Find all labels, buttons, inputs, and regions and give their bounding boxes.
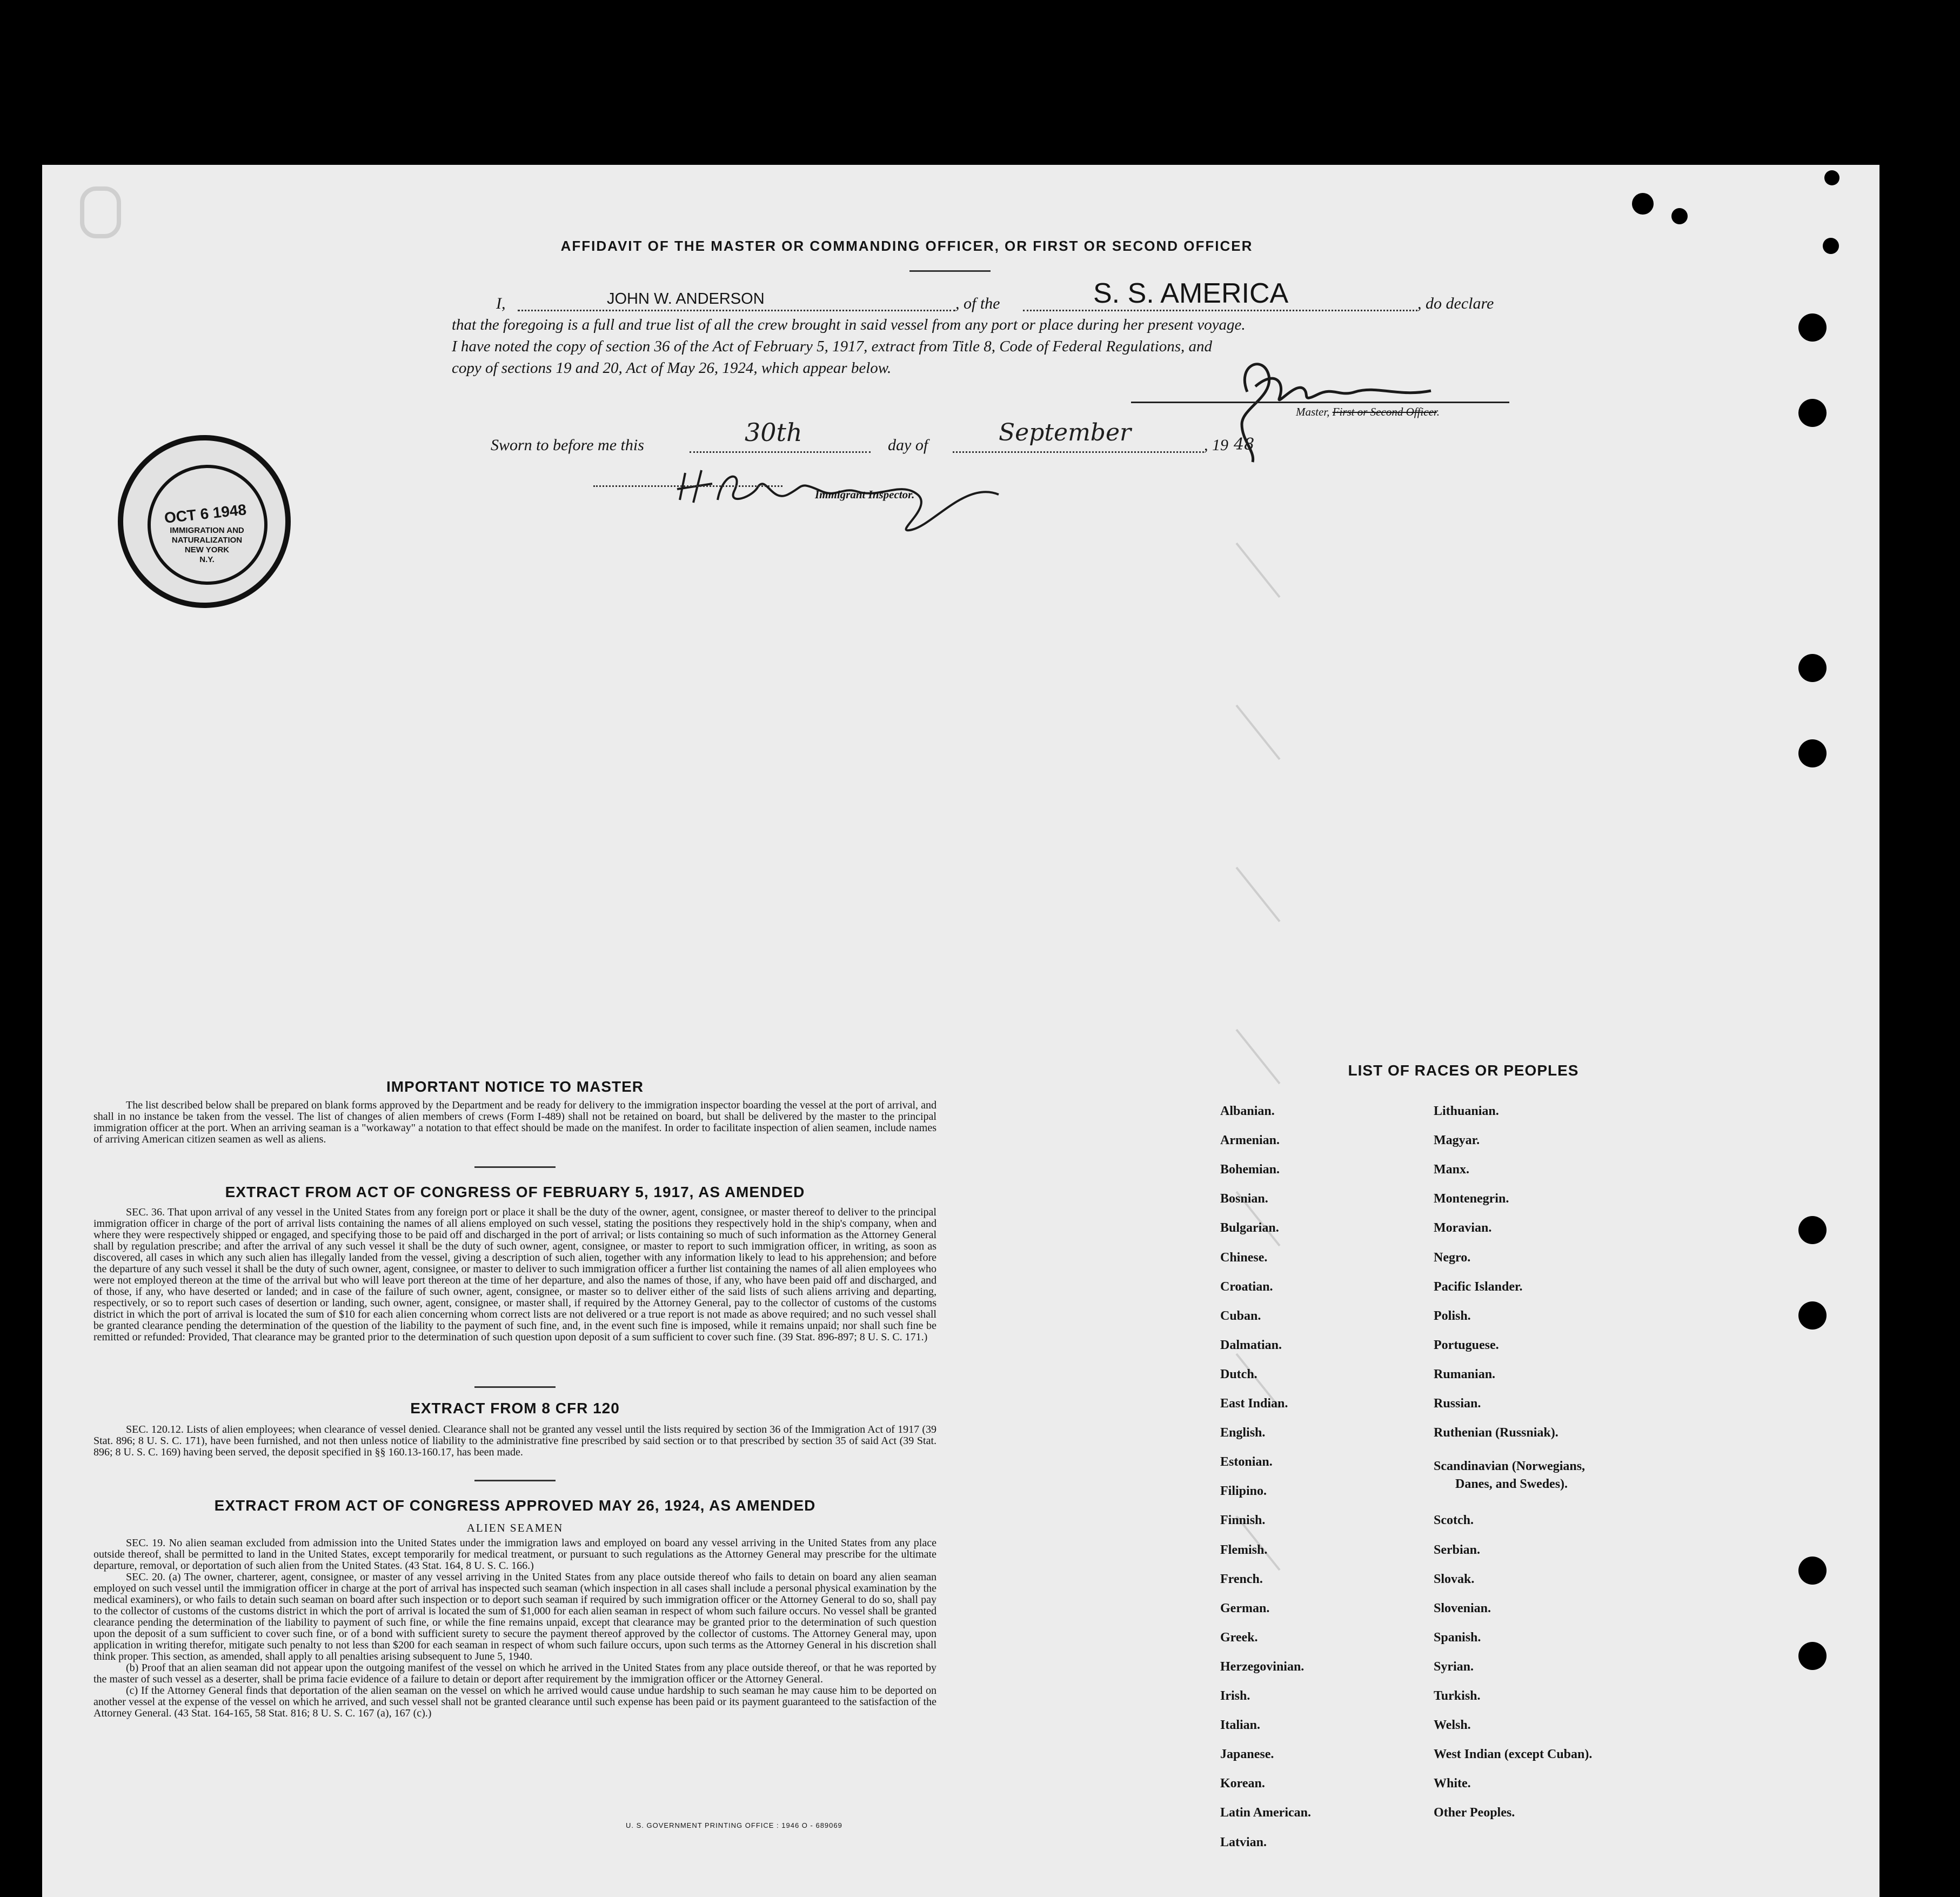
- master-caption-struck: First or Second Officer: [1332, 405, 1437, 418]
- race-item: Dalmatian.: [1220, 1338, 1282, 1352]
- title-rule: [909, 270, 991, 272]
- sworn-month: September: [999, 419, 1132, 446]
- race-item: Syrian.: [1434, 1659, 1474, 1674]
- race-item: Bosnian.: [1220, 1192, 1268, 1206]
- vessel-name: S. S. AMERICA: [1093, 278, 1289, 309]
- race-item: Moravian.: [1434, 1221, 1492, 1235]
- notice-body: The list described below shall be prepared on blank forms approved by the Department and be ready for delivery to the immigration inspector boarding the vessel at the port of arrival, and shall in no instance be taken from the vessel. The list of changes of alien members of crews (Form I-489) shall not be retained on board, but shall be delivered by the master to the principal immigration officer at the port. When an arriving seaman is a "workaway" a notation to that effect should be made on the manifest. In order to facilitate inspection of alien seamen, include names of arriving American citizen seamen as well as aliens.: [93, 1099, 936, 1145]
- sworn-day: 30th: [745, 418, 802, 447]
- punch-hole: [1798, 1557, 1827, 1585]
- race-item: West Indian (except Cuban).: [1434, 1747, 1593, 1762]
- punch-hole: [1798, 313, 1827, 342]
- stamp-line-1: IMMIGRATION AND: [170, 526, 244, 535]
- affidavit-title: AFFIDAVIT OF THE MASTER OR COMMANDING OFFICER, OR FIRST OR SECOND OFFICER: [560, 238, 1253, 254]
- race-item: Pacific Islander.: [1434, 1279, 1523, 1294]
- race-item: Scandinavian (Norwegians,: [1434, 1459, 1586, 1474]
- race-item: Herzegovinian.: [1220, 1659, 1305, 1674]
- race-item: Scotch.: [1434, 1513, 1474, 1528]
- notice-rule: [474, 1166, 556, 1168]
- affidavit-line-3: I have noted the copy of section 36 of the Act of February 5, 1917, extract from Title 8, Code of Federal Regulations, and: [452, 338, 1213, 355]
- race-item: East Indian.: [1220, 1397, 1288, 1411]
- day-of-text: day of: [888, 436, 928, 454]
- punch-hole: [1798, 1216, 1827, 1244]
- race-item: Russian.: [1434, 1397, 1481, 1411]
- race-item: Spanish.: [1434, 1630, 1481, 1645]
- race-item: Chinese.: [1220, 1250, 1268, 1265]
- race-item: Latin American.: [1220, 1806, 1311, 1820]
- punch-hole: [1798, 654, 1827, 682]
- race-item: Welsh.: [1434, 1718, 1471, 1733]
- race-item: Finnish.: [1220, 1513, 1266, 1528]
- of-the-text: , of the: [955, 295, 1000, 312]
- stamp-line-4: N.Y.: [199, 555, 215, 564]
- extract-1924-title: EXTRACT FROM ACT OF CONGRESS APPROVED MAY 26, 1924, AS AMENDED: [214, 1497, 816, 1514]
- officer-name-line: [518, 310, 955, 311]
- race-item: Portuguese.: [1434, 1338, 1499, 1352]
- race-item: Latvian.: [1220, 1835, 1267, 1849]
- race-item: Armenian.: [1220, 1133, 1280, 1148]
- race-item: Polish.: [1434, 1308, 1471, 1323]
- printer-line: U. S. GOVERNMENT PRINTING OFFICE : 1946 O - 689069: [626, 1821, 842, 1829]
- race-item: Negro.: [1434, 1250, 1471, 1265]
- race-item: Magyar.: [1434, 1133, 1480, 1148]
- race-item: Slovenian.: [1434, 1601, 1491, 1615]
- affidavit-line-4: copy of sections 19 and 20, Act of May 26, 1924, which appear below.: [452, 359, 892, 377]
- punch-hole: [1671, 208, 1688, 224]
- punch-hole: [1798, 1642, 1827, 1670]
- extract-1917-body: SEC. 36. That upon arrival of any vessel in the United States from any foreign port or place it shall be the duty of the owner, agent, consignee, or master thereof to deliver to the principal immigration officer in charge of the port of arrival lists containing the names of all aliens employed on such vessel, stating the positions they respectively hold in the ship's company, when and where they were respectively shipped or engaged, and specifying those to be paid off and discharged in the port of arrival; or lists containing so much of such information as the Attorney General shall by regulation prescribe; and after the arrival of any such vessel it shall be the duty of such owner, agent, consignee, or master to report to such immigration officer, in writing, as soon as discovered, all cases in which any such alien has illegally landed from the vessel, giving a description of such alien, together with any information likely to lead to his apprehension; and before the departure of any such vessel it shall be the duty of such owner, agent, consignee, or master to deliver to such immigration officer a further list containing the names of all alien employees who were not employed thereon at the time of the arrival but who will leave port thereon at the time of her departure, and also the names of those, if any, who have been paid off and discharged, and of those, if any, who have deserted or landed; and in case of the failure of such owner, agent, consignee, or master so to deliver either of the said lists of such aliens arriving and departing, respectively, or so to report such cases of desertion or landing, such owner, agent, consignee, or master shall, if required by the Attorney General, pay to the collector of customs of the customs district in which the port of arrival is located the sum of $10 for each alien concerning whom correct lists are not delivered or a true report is not made as above required; and no such vessel shall be granted clearance pending the determination of the question of the liability to the payment of such fine, and, in the event such fine is imposed, while it remains unpaid; nor shall such fine be remitted or refunded: Provided, That clearance may be granted prior to the determination of such question upon deposit of a sum sufficient to cover such fine. (39 Stat. 896-897; 8 U. S. C. 171.): [93, 1206, 936, 1343]
- do-declare-text: , do declare: [1417, 295, 1494, 312]
- punch-hole: [1632, 193, 1654, 215]
- race-item: Albanian.: [1220, 1104, 1275, 1118]
- extract-1917-title: EXTRACT FROM ACT OF CONGRESS OF FEBRUARY 5, 1917, AS AMENDED: [225, 1184, 805, 1200]
- race-item: Italian.: [1220, 1718, 1261, 1733]
- race-item: Danes, and Swedes).: [1455, 1477, 1568, 1491]
- race-item: Montenegrin.: [1434, 1192, 1509, 1206]
- race-item: Serbian.: [1434, 1542, 1481, 1557]
- race-item: Greek.: [1220, 1630, 1258, 1645]
- race-item: Estonian.: [1220, 1455, 1273, 1469]
- race-item: Bohemian.: [1220, 1163, 1280, 1177]
- master-caption-master: Master,: [1296, 405, 1330, 418]
- officer-name: JOHN W. ANDERSON: [607, 290, 765, 308]
- inspector-caption: Immigrant Inspector.: [815, 488, 915, 501]
- race-item: Ruthenian (Russniak).: [1434, 1426, 1558, 1440]
- sec-20b-text: (b) Proof that an alien seaman did not appear upon the outgoing manifest of the vessel on which he arrived in the United States from any place outside thereof, or that he was reported by the master of such vessel as a deserter, shall be prima facie evidence of a failure to detain or deport after requirement by the immigration officer or the Attorney General.: [93, 1662, 936, 1685]
- affidavit-line-2: that the foregoing is a full and true list of all the crew brought in said vessel from any port or place during her present voyage.: [452, 316, 1246, 333]
- stamp-date: OCT 6 1948: [163, 501, 247, 526]
- race-item: Cuban.: [1220, 1308, 1261, 1323]
- race-item: Japanese.: [1220, 1747, 1274, 1762]
- notice-title: IMPORTANT NOTICE TO MASTER: [386, 1078, 644, 1095]
- master-caption: Master, First or Second Officer.: [1296, 405, 1440, 418]
- punch-hole: [1824, 170, 1839, 185]
- race-item: Turkish.: [1434, 1689, 1481, 1703]
- race-item: Filipino.: [1220, 1484, 1267, 1499]
- punch-hole: [1798, 1301, 1827, 1330]
- extract-cfr-title: EXTRACT FROM 8 CFR 120: [410, 1400, 620, 1417]
- extract-1924-body: [93, 1538, 936, 1719]
- race-item: German.: [1220, 1601, 1270, 1615]
- race-item: Rumanian.: [1434, 1367, 1496, 1381]
- stamp-line-3: NEW YORK: [184, 545, 230, 555]
- race-item: Manx.: [1434, 1163, 1469, 1177]
- stamp-line-2: NATURALIZATION: [171, 536, 243, 545]
- extract-1917-rule: [474, 1386, 556, 1388]
- race-item: Croatian.: [1220, 1279, 1273, 1294]
- inspector-line: [593, 485, 782, 487]
- extract-cfr-rule: [474, 1480, 556, 1481]
- race-item: White.: [1434, 1776, 1471, 1791]
- punch-hole: [1823, 238, 1839, 254]
- race-item: English.: [1220, 1426, 1266, 1440]
- race-item: French.: [1220, 1572, 1263, 1586]
- punch-hole: [1798, 739, 1827, 767]
- affidavit-i: I,: [496, 295, 506, 312]
- vessel-name-line: [1023, 310, 1417, 311]
- race-item: Irish.: [1220, 1689, 1250, 1703]
- race-item: Dutch.: [1220, 1367, 1257, 1381]
- page-number-mark: [80, 186, 121, 238]
- date-stamp: [118, 435, 291, 608]
- extract-1924-subtitle: ALIEN SEAMEN: [466, 1521, 564, 1534]
- sec-20c-text: (c) If the Attorney General finds that deportation of the alien seaman on the vessel on which he arrived would cause undue hardship to such seaman he may cause him to be deported on another vessel at the expense of the vessel on which he arrived, and such vessel shall not be granted clearance until such expense has been paid or its payment guaranteed to the satisfaction of the Attorney General. (43 Stat. 164-165, 58 Stat. 816; 8 U. S. C. 167 (a), 167 (c).): [93, 1685, 936, 1719]
- punch-hole: [1798, 399, 1827, 427]
- race-item: Other Peoples.: [1434, 1806, 1515, 1820]
- affidavit-page: [42, 165, 1879, 1897]
- race-item: Lithuanian.: [1434, 1104, 1499, 1118]
- race-item: Slovak.: [1434, 1572, 1475, 1586]
- sworn-year: 48: [1234, 435, 1255, 454]
- sec-19-text: SEC. 19. No alien seaman excluded from admission into the United States under the immigration laws and employed on board any vessel arriving in the United States from any place outside thereof, shall be permitted to land in the United States, except temporarily for medical treatment, or pursuant to such regulations as the Attorney General may prescribe for the ultimate departure, removal, or deportation of such alien from the United States. (43 Stat. 164, 8 U. S. C. 166.): [93, 1537, 936, 1572]
- sec-20a-text: SEC. 20. (a) The owner, charterer, agent, consignee, or master of any vessel arriving in the United States from any place outside thereof who fails to detain on board any alien seaman employed on such vessel until the immigration officer in charge at the port of arrival has inspected such seaman (which inspection in all cases shall include a personal physical examination by the medical examiners), or who fails to detain such seaman on board after such inspection or to deport such seaman if required by such immigration officer or the Attorney General to do so, shall pay to the collector of customs of the customs district in which the port of arrival is located the sum of $1,000 for each alien seaman in respect of whom such failure occurs. No vessel shall be granted clearance pending the determination of the liability to payment of such fine, or while the fine remains unpaid, except that clearance may be granted prior to the determination of such question upon the deposit of a sum sufficient to cover such fine, or of a bond with sufficient surety to secure the payment thereof approved by the collector of customs. The Attorney General may, upon application in writing therefor, mitigate such penalty to not less than $200 for each seaman in respect of whom such failure occurs, upon such terms as the Attorney General in his discretion shall think proper. This section, as amended, shall apply to all penalties arising subsequent to June 5, 1940.: [93, 1571, 936, 1662]
- race-item: Korean.: [1220, 1776, 1265, 1791]
- signature-line: [1131, 402, 1509, 403]
- year-prefix: , 19: [1204, 436, 1228, 454]
- extract-cfr-body: SEC. 120.12. Lists of alien employees; when clearance of vessel denied. Clearance shall not be granted any vessel until the lists required by section 36 of the Immigration Act of 1917 (39 Stat. 896; 8 U. S. C. 171), have been furnished, and not then unless notice of liability to the administrative fine prescribed by said section or to that prescribed by section 35 of said Act (39 Stat. 896; 8 U. S. C. 169) having been served, the deposit specified in §§ 160.13-160.17, has been made.: [93, 1424, 936, 1458]
- race-item: Flemish.: [1220, 1542, 1268, 1557]
- sworn-prefix: Sworn to before me this: [491, 436, 644, 454]
- race-item: Bulgarian.: [1220, 1221, 1279, 1235]
- races-title: LIST OF RACES OR PEOPLES: [1348, 1062, 1579, 1079]
